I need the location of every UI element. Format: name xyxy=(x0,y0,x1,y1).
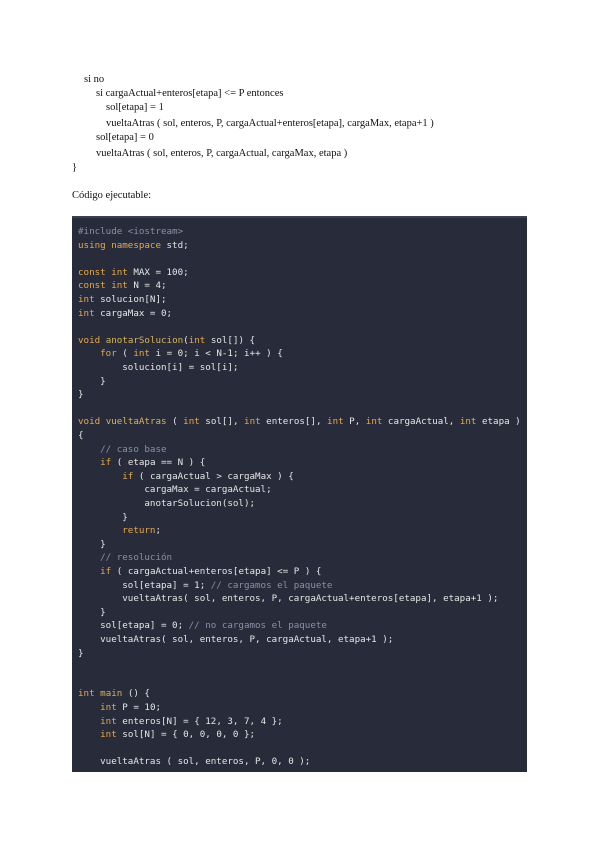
code-line xyxy=(78,347,283,361)
code-token: cargaMax = cargaActual; xyxy=(78,484,272,496)
code-token: if xyxy=(122,470,134,482)
code-token xyxy=(78,471,122,482)
code-token: anotarSolucion(sol); xyxy=(78,498,256,509)
code-line xyxy=(78,239,189,253)
code-token: } xyxy=(78,389,84,401)
pseudocode-line: } xyxy=(72,162,78,173)
code-line xyxy=(78,443,167,457)
code-token: const int xyxy=(78,266,128,278)
code-token: () { xyxy=(122,688,150,700)
code-token: vueltaAtras( sol, enteros, P, cargaActual, etapa+1 ); xyxy=(78,634,394,645)
code-token: int xyxy=(365,416,383,428)
code-token: } xyxy=(78,538,106,550)
code-line xyxy=(78,606,106,620)
pseudocode-line: sol[etapa] = 1 xyxy=(106,102,164,113)
code-token: } xyxy=(78,606,106,618)
code-token: vueltaAtras( sol, enteros, P, cargaActual+enteros[etapa], etapa+1 ); xyxy=(78,593,499,605)
code-token: if xyxy=(100,566,112,577)
pseudocode-line: vueltaAtras ( sol, enteros, P, cargaActual, cargaMax, etapa ) xyxy=(96,148,348,159)
code-token: enteros[], xyxy=(260,416,328,428)
code-line xyxy=(78,755,310,769)
code-token: main xyxy=(100,688,123,700)
pseudocode-line: si cargaActual+enteros[etapa] <= P entonces xyxy=(96,88,284,99)
code-token: // no cargamos el paquete xyxy=(188,620,327,632)
code-token: ( xyxy=(183,334,189,346)
code-line xyxy=(78,538,106,552)
code-line xyxy=(78,565,321,579)
code-line xyxy=(78,592,498,606)
code-token: // caso base xyxy=(100,443,167,455)
code-line xyxy=(78,687,150,701)
code-token: i = 0; i < N-1; i++ ) { xyxy=(149,348,283,360)
pseudocode-line: si no xyxy=(84,74,105,85)
code-line xyxy=(78,701,161,715)
code-token: ( cargaActual > cargaMax ) { xyxy=(133,470,294,482)
code-line xyxy=(78,551,172,565)
code-token: solucion[i] = sol[i]; xyxy=(78,362,239,373)
code-token xyxy=(78,566,100,577)
code-token: N = 4; xyxy=(127,280,167,292)
code-token xyxy=(78,525,122,536)
code-line xyxy=(78,415,521,429)
code-token: ( cargaActual+enteros[etapa] <= P ) { xyxy=(111,566,322,577)
code-line xyxy=(78,334,255,348)
code-token: int xyxy=(78,307,95,319)
code-token: } xyxy=(78,647,84,659)
code-token: sol[], xyxy=(199,416,245,428)
code-token: int xyxy=(78,688,95,700)
code-line xyxy=(78,524,161,538)
pseudocode-line: sol[etapa] = 0 xyxy=(96,132,154,143)
code-token: int xyxy=(244,416,261,428)
code-token: // cargamos el paquete xyxy=(210,579,333,591)
code-token xyxy=(78,702,100,713)
code-token: sol[]) { xyxy=(205,334,256,346)
code-token xyxy=(78,729,100,740)
code-token: ( etapa == N ) { xyxy=(111,457,206,469)
code-token: void xyxy=(78,334,101,346)
code-token: int xyxy=(327,416,344,428)
code-token: MAX = 100; xyxy=(127,266,189,278)
code-token: vueltaAtras xyxy=(105,416,167,428)
code-line xyxy=(78,497,255,511)
code-token: } xyxy=(78,511,128,523)
code-token: using namespace xyxy=(78,239,161,251)
code-token: ( xyxy=(166,416,184,428)
code-line xyxy=(78,307,172,321)
code-line xyxy=(78,633,393,647)
code-token: std; xyxy=(160,239,189,251)
code-token: for xyxy=(100,348,117,360)
pseudocode-line: vueltaAtras ( sol, enteros, P, cargaActual+enteros[etapa], cargaMax, etapa+1 ) xyxy=(106,118,434,129)
code-token: sol[etapa] = 0; xyxy=(78,620,189,632)
code-token: cargaActual, xyxy=(382,416,460,428)
code-token: int xyxy=(78,294,95,305)
code-token: void xyxy=(78,416,101,428)
code-line xyxy=(78,579,332,593)
code-line xyxy=(78,619,327,633)
code-token: P, xyxy=(343,416,366,428)
code-token: int xyxy=(100,715,117,727)
code-token: #include <iostream> xyxy=(78,226,184,237)
code-token: // resolución xyxy=(100,552,173,564)
code-line xyxy=(78,225,183,239)
code-token xyxy=(78,444,100,455)
code-token: sol[N] = { 0, 0, 0, 0 }; xyxy=(116,729,256,741)
code-line xyxy=(78,511,128,525)
code-line xyxy=(78,279,167,293)
code-token: int xyxy=(133,348,150,360)
code-token: vueltaAtras ( sol, enteros, P, 0, 0 ); xyxy=(78,756,311,768)
code-line xyxy=(78,470,294,484)
code-token xyxy=(78,348,100,359)
code-token xyxy=(78,552,100,563)
code-token: int xyxy=(183,416,200,428)
code-token: sol[etapa] = 1; xyxy=(78,579,211,591)
code-line xyxy=(78,375,106,389)
code-token: int xyxy=(100,702,117,713)
code-line xyxy=(78,361,238,375)
code-line xyxy=(78,715,283,729)
section-heading: Código ejecutable: xyxy=(72,190,152,201)
code-token: if xyxy=(100,457,112,469)
code-line xyxy=(78,647,84,661)
code-token: cargaMax = 0; xyxy=(94,307,173,319)
code-token: enteros[N] = { 12, 3, 7, 4 }; xyxy=(116,715,283,727)
code-line xyxy=(78,429,84,443)
code-line xyxy=(78,388,84,402)
code-token: int xyxy=(188,334,206,346)
code-token: int xyxy=(459,416,477,428)
code-token: etapa ) xyxy=(476,416,521,428)
code-token: return xyxy=(122,525,156,537)
code-token: anotarSolucion xyxy=(105,334,184,346)
code-token: int xyxy=(100,729,117,741)
code-token: ; xyxy=(155,525,162,537)
code-token: } xyxy=(78,375,106,387)
code-line xyxy=(78,456,205,470)
code-token xyxy=(78,457,100,468)
code-token: ( xyxy=(116,348,134,360)
code-block xyxy=(72,216,527,772)
code-token xyxy=(78,716,100,727)
code-token: solucion[N]; xyxy=(94,294,167,305)
code-token: { xyxy=(78,430,84,441)
code-token: const int xyxy=(78,280,128,292)
code-line xyxy=(78,728,255,742)
code-line xyxy=(78,266,189,280)
code-line xyxy=(78,293,167,307)
code-line xyxy=(78,483,272,497)
code-token: P = 10; xyxy=(116,702,162,713)
